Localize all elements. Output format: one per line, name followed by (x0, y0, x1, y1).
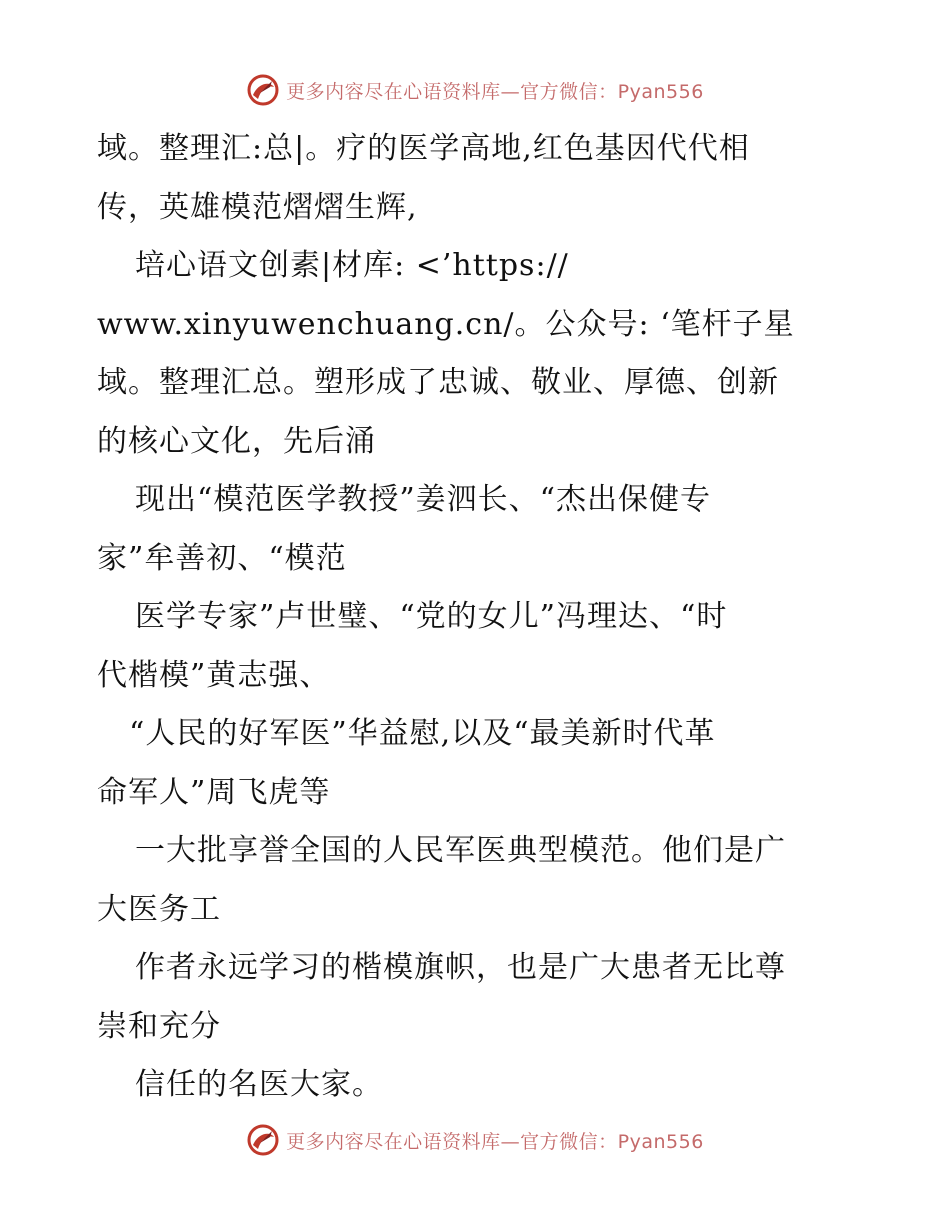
text-line-10: 代楷模”黄志强、 (97, 657, 331, 693)
red-swirl-logo-icon (246, 1123, 280, 1157)
document-body (97, 120, 857, 1115)
watermark-text: 更多内容尽在心语资料库—官方微信：Pyan556 (286, 1130, 704, 1153)
text-line-8: 家”牟善初、“模范 (97, 540, 347, 576)
text-line-6: 的核心文化，先后涌 (97, 423, 376, 459)
footer-watermark (0, 1120, 950, 1160)
header-watermark (0, 70, 950, 110)
text-line-13: 一大批享誉全国的人民军医典型模范。他们是广 (135, 833, 786, 868)
watermark-text: 更多内容尽在心语资料库—官方微信：Pyan556 (286, 80, 704, 103)
text-line-4: www.xinyuwenchuang.cn/。公众号: ‘笔杆子星 (97, 306, 795, 342)
text-line-11: “人民的好军医”华益慰,以及“最美新时代革 (129, 716, 716, 751)
text-line-17: 信任的名医大家。 (135, 1067, 383, 1102)
text-line-2: 传，英雄模范熠熠生辉, (97, 189, 418, 225)
text-line-5: 域。整理汇总。塑形成了忠诚、敬业、厚德、创新 (97, 365, 779, 400)
text-line-9: 医学专家”卢世璧、“党的女儿”冯理达、“时 (135, 599, 728, 634)
text-line-12: 命军人”周飞虎等 (97, 774, 331, 810)
text-line-7: 现出“模范医学教授”姜泗长、“杰出保健专 (135, 482, 712, 517)
text-line-14: 大医务工 (97, 891, 221, 927)
text-line-15: 作者永远学习的楷模旗帜，也是广大患者无比尊 (135, 950, 786, 985)
red-swirl-logo-icon (246, 73, 280, 107)
text-line-16: 崇和充分 (97, 1008, 221, 1044)
text-line-1: 域。整理汇:总|。疗的医学高地,红色基因代代相 (97, 131, 750, 166)
text-line-3: 培心语文创素|材库: <’https:// (135, 248, 569, 283)
